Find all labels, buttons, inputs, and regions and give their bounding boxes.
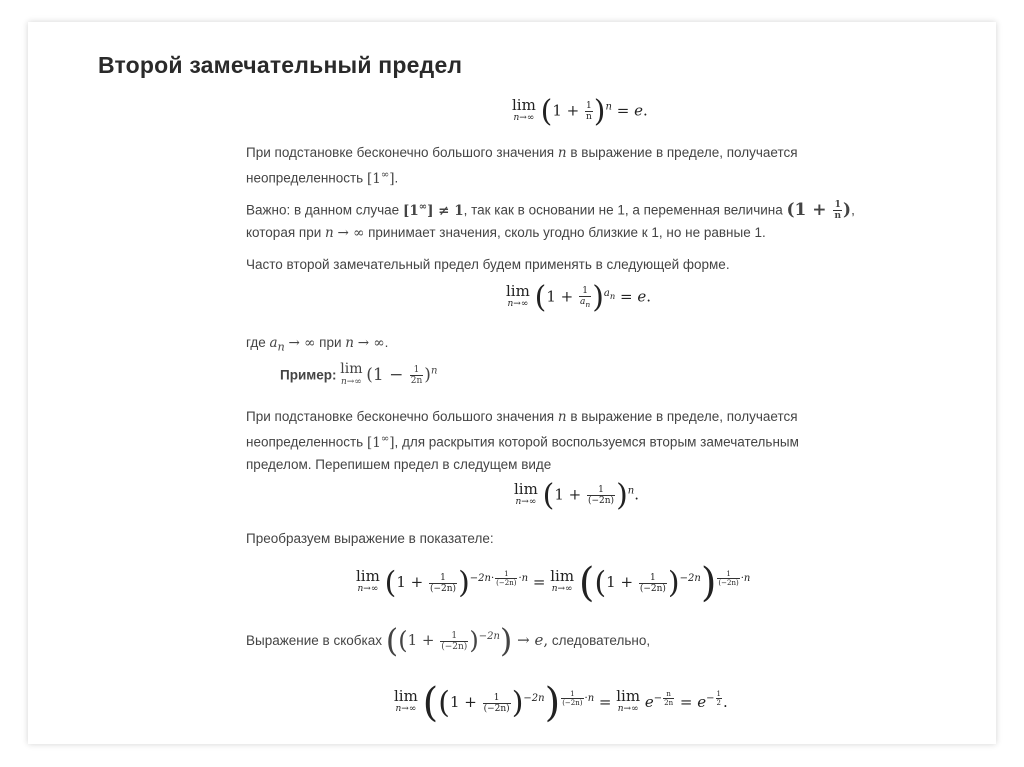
formula-main: lim n→∞ (1 + $\frac{1}{n}$ )$^n$ = e. [512,94,648,129]
paragraph-5: При подстановке бесконечно большого значения n в выражение в пределе, получается неопределенность [1∞], для раскрытия которой воспользуемся вторым замечательным пределом. Перепишем предел в следущем виде [246,409,799,472]
paragraph-1: При подстановке бесконечно большого значения n в выражение в пределе, получается неопределенность [1∞]. [246,145,798,187]
example-line: Пример: lim n→∞ (1 − $\frac{1}{2n}$ )$^n$ [280,361,438,388]
paragraph-4: где $a_n$ → ∞ при n → ∞. [246,335,389,354]
formula-exponent: lim n→∞ (1 + $\frac{1}{(-2n)}$ )$^{-2n\cdot \frac{1}{(-2n)} \cdot n}$ = lim n→∞ ((1 + $\frac{1}{(-2n)}$ )$^{-2n}$) $^{\frac{1}{(-2n)} \cdot n}$ [356,560,751,606]
formula-an: lim n→∞ (1 + $\frac{1}{a_n}$ )$^{a_n}$ = e. [506,280,652,315]
formula-final: lim n→∞ ((1 + $\frac{1}{(-2n)}$ )$^{-2n}$) $^{\frac{1}{(-2n)} \cdot n}$ = lim n→∞ $e^{- \frac{n}{2n}}$ = $e^{- \frac{1}{2}}$ . [394,680,728,726]
formula-rewrite: lim n→∞ (1 + $\frac{1}{(-2n)}$ )$^n$. [514,478,640,513]
paragraph-2: Важно: в данном случае [1∞] ≠ 1, так как в основании не 1, а переменная величина (1 + $\frac{1}{n}$ ), которая при n → ∞ принимает значения, сколь угодно близкие к 1, но не равные 1. [246,199,855,241]
paragraph-3: Часто второй замечательный предел будем применять в следующей форме. [246,257,730,272]
paragraph-7: Выражение в скобках ((1 + $\frac{1}{(-2n)}$ )$^{-2n}$) → e, следовательно, [246,621,651,660]
page-title: Второй замечательный предел [98,52,463,78]
paragraph-6: Преобразуем выражение в показателе: [246,531,494,546]
